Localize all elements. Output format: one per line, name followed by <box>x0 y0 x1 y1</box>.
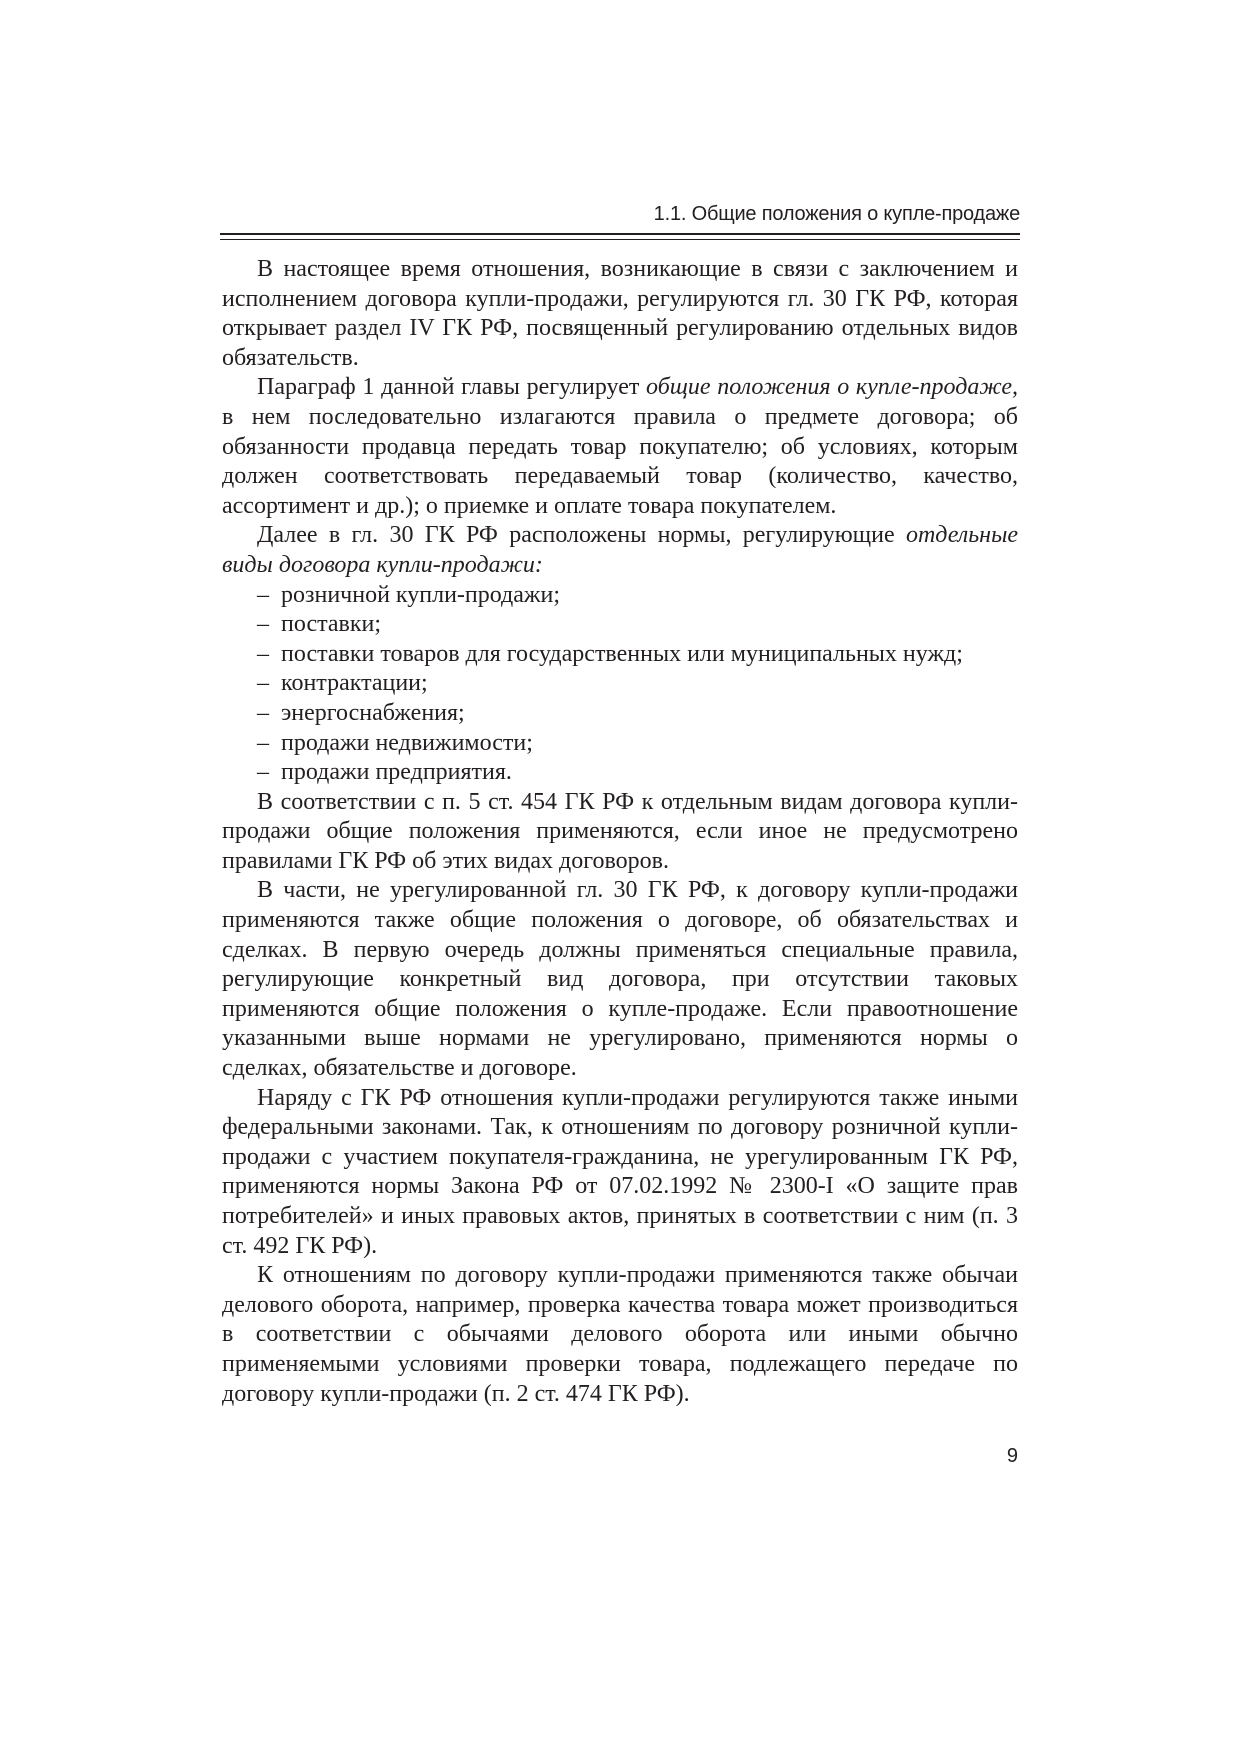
list-item-text: розничной купли-продажи; <box>281 581 561 608</box>
list-dash: – <box>257 759 269 786</box>
list-item <box>222 581 1018 611</box>
page-number: 9 <box>1006 1445 1018 1467</box>
list-item-text: продажи предприятия. <box>281 759 512 786</box>
list-dash: – <box>257 699 269 726</box>
paragraph-6: Наряду с ГК РФ отношения купли-продажи регулируются также иными федеральными законами. Так, к отношениям по договору розничной купли-продажи с участием покупателя-гражданина, не урегулированным ГК РФ, применяются нормы Закона РФ от 07.02.1992 № 2300-I «О защите прав потребителей» и иных правовых актов, принятых в соответствии с ним (п. 3 ст. 492 ГК РФ). <box>222 1084 1018 1259</box>
list-item <box>222 729 1018 759</box>
paragraph-7: К отношениям по договору купли-продажи применяются также обычаи делового оборота, например, проверка качества товара может производиться в соответствии с обычаями делового оборота или иными обычно применяемыми условиями проверки товара, подлежащего передаче по договору купли-продажи (п. 2 ст. 474 ГК РФ). <box>222 1262 1018 1407</box>
list-item <box>222 699 1018 729</box>
body-text <box>222 255 1018 1409</box>
paragraph-3 <box>222 521 1018 580</box>
list-item <box>222 610 1018 640</box>
paragraph-2 <box>222 373 1018 521</box>
list-item-text: продажи недвижимости; <box>281 729 533 756</box>
running-head: 1.1. Общие положения о купле-продаже <box>653 203 1020 225</box>
paragraph-3-lead: Далее в гл. 30 ГК РФ расположены нормы, регулирующие <box>257 522 906 549</box>
paragraph-5: В части, не урегулированной гл. 30 ГК РФ, к договору купли-продажи применяются также общие положения о договоре, об обязательствах и сделках. В первую очередь должны применяться специальные правила, регулирующие конкретный вид договора, при отсутствии таковых применяются общие положения о купле-продаже. Если правоотношение указанными выше нормами не урегулировано, применяются нормы о сделках, обязательстве и договоре. <box>222 877 1018 1082</box>
list-dash: – <box>257 729 269 756</box>
list-dash: – <box>257 640 269 667</box>
list-item <box>222 758 1018 788</box>
paragraph-3-italic: отдельные виды договора купли-продажи: <box>222 522 1018 578</box>
contract-types-list <box>222 581 1018 788</box>
list-dash: – <box>257 581 269 608</box>
paragraph-2-italic: общие положения о купле-продаже, <box>646 374 1018 401</box>
list-item <box>222 669 1018 699</box>
list-item-text: контрактации; <box>281 670 428 697</box>
header-rule-thin <box>220 239 1020 240</box>
paragraph-2-rest: в нем последовательно излагаются правила о предмете договора; об обязанности продавца передать товар покупателю; об условиях, которым должен соответствовать передаваемый товар (количество, качество, ассортимент и др.); о приемке и оплате товара покупателем. <box>222 403 1018 519</box>
paragraph-2-lead: Параграф 1 данной главы регулирует <box>257 374 647 401</box>
list-item-text: поставки; <box>281 611 382 638</box>
paragraph-1: В настоящее время отношения, возникающие в связи с заключением и исполнением договора купли-продажи, регулируются гл. 30 ГК РФ, которая открывает раздел IV ГК РФ, посвященный регулированию отдельных видов обязательств. <box>222 256 1018 371</box>
list-item <box>222 640 1018 670</box>
header-rule-thick <box>220 233 1020 235</box>
list-dash: – <box>257 611 269 638</box>
paragraph-4: В соответствии с п. 5 ст. 454 ГК РФ к отдельным видам договора купли-продажи общие положения применяются, если иное не предусмотрено правилами ГК РФ об этих видах договоров. <box>222 788 1018 874</box>
list-item-text: поставки товаров для государственных или муниципальных нужд; <box>281 640 963 667</box>
list-dash: – <box>257 670 269 697</box>
list-item-text: энергоснабжения; <box>281 699 465 726</box>
